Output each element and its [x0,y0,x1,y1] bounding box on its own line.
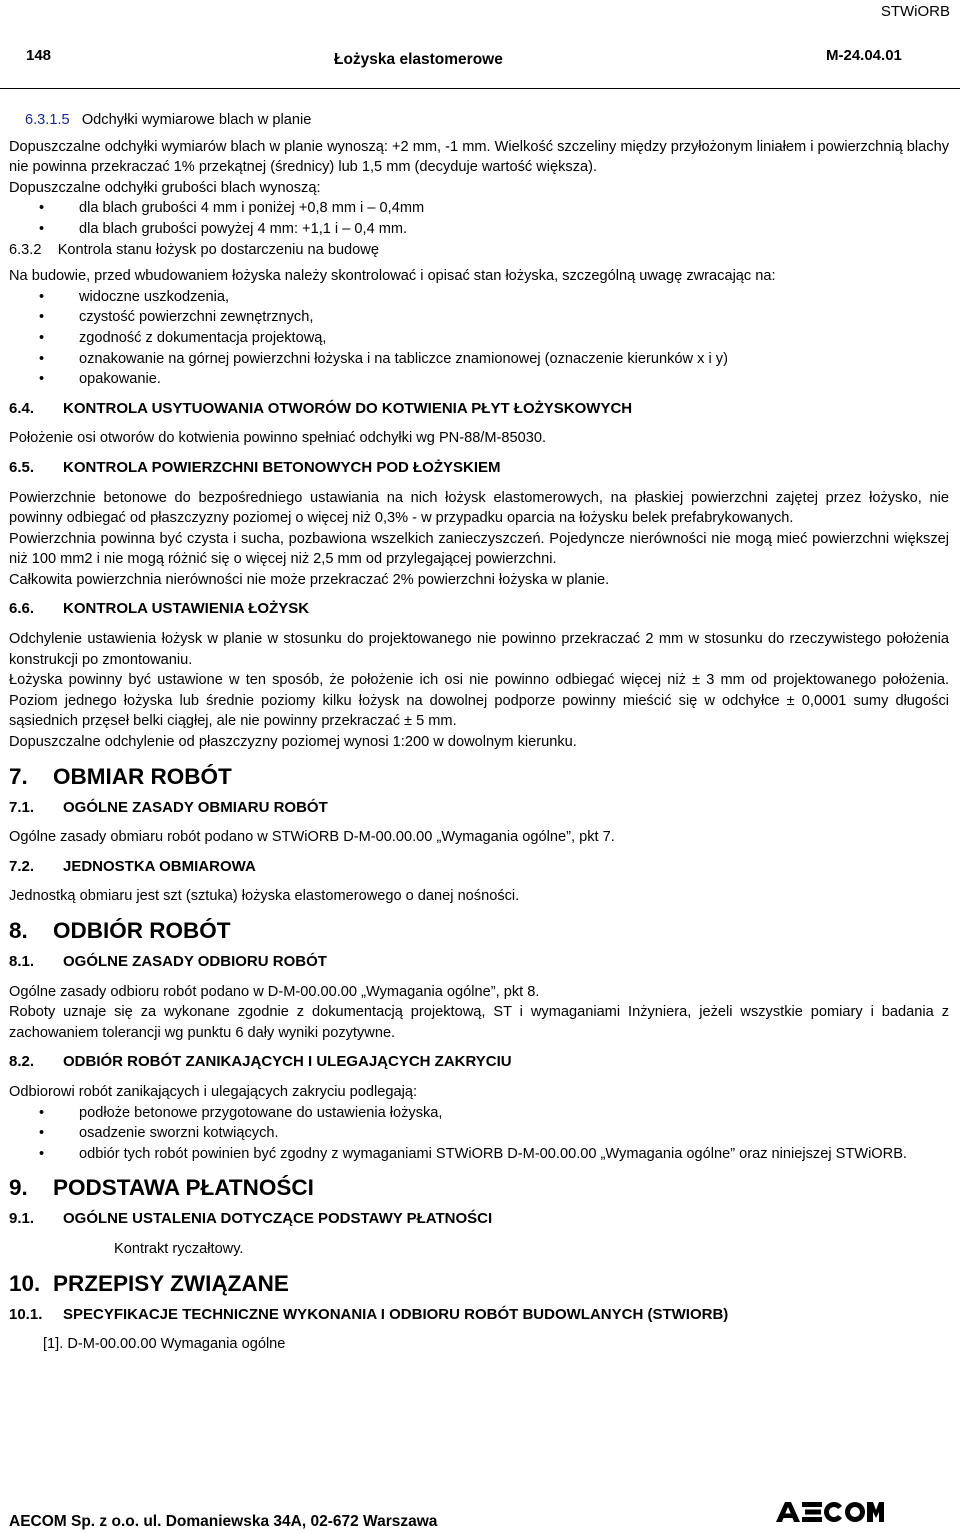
aecom-logo-icon [776,1500,884,1524]
section-title: KONTROLA POWIERZCHNI BETONOWYCH POD ŁOŻYSKIEM [63,458,501,476]
section-number: 6.6. [9,600,35,618]
section-title: SPECYFIKACJE TECHNICZNE WYKONANIA I ODBIORU ROBÓT BUDOWLANYCH (STWIORB) [63,1305,729,1323]
section-6315-heading [9,110,949,131]
header-brand: STWiORB [880,3,950,20]
paragraph: Odbiorowi robót zanikających i ulegających zakryciu podlegają: [9,1083,418,1100]
list-item: • zgodność z dokumentacja projektową, [9,328,949,349]
paragraph: Powierzchnia powinna być czysta i sucha, pozbawiona wszelkich zanieczyszczeń. Pojedyncze nierówności nie mogą mieć powierzchni większej niż 100 mm2 i nie mogą różnić się o więcej niż 2,5 mm od przylegającej powierzchni. [9,530,949,568]
page-number: 148 [26,47,52,64]
section-number: 8.1. [9,953,35,970]
paragraph: Łożyska powinny być ustawione w ten sposób, że położenie ich osi nie powinno odbiegać więcej niż ± 3 mm od projektowanego położenia. Poziom jednego łożyska lub średnie poziomy kilku łożysk na dowolnej podporze powinny mieścić się w odchyłce ± 0,0001 sumy długości sąsiednich przęseł belki ciągłej, ale nie powinny przekraczać ± 5 mm. [9,672,949,730]
paragraph: Dopuszczalne odchyłki wymiarów blach w planie wynoszą: +2 mm, -1 mm. Wielkość szczeliny między przyłożonym liniałem i powierzchnią blachy nie powinna przekraczać 1% przekątnej (średnicy) lub 1,5 mm (decyduje wartość większa). [9,138,949,176]
header-divider [0,88,960,89]
bullet-list [9,198,949,239]
section-title: OGÓLNE ZASADY OBMIARU ROBÓT [63,798,328,816]
chapter-title: PRZEPISY ZWIĄZANE [53,1270,289,1296]
list-item: • odbiór tych robót powinien być zgodny z wymaganiami STWiORB D-M-00.00.00 „Wymagania ogólne” oraz niniejszej STWiORB. [9,1144,949,1165]
list-item: • osadzenie sworzni kotwiących. [9,1123,949,1144]
paragraph: Jednostką obmiaru jest szt (sztuka) łożyska elastomerowego o danej nośności. [9,888,520,905]
chapter-title: ODBIÓR ROBÓT [53,918,231,943]
list-item: • podłoże betonowe przygotowane do ustawienia łożyska, [9,1103,949,1124]
section-66-heading [9,599,949,620]
chapter-number: 8. [9,918,28,943]
list-item: • dla blach grubości 4 mm i poniżej +0,8 mm i – 0,4mm [9,198,949,219]
document-title: Łożyska elastomerowe [334,51,503,68]
paragraph: Na budowie, przed wbudowaniem łożyska należy skontrolować i opisać stan łożyska, szczególną uwagę zwracając na: [9,268,776,285]
section-65-heading [9,458,949,479]
section-title: KONTROLA USTAWIENIA ŁOŻYSK [63,600,310,618]
paragraph: Odchylenie ustawienia łożysk w planie w stosunku do projektowanego nie powinno przekraczać 2 mm w stosunku do rzeczywistego położenia konstrukcji po zmontowaniu. [9,631,949,668]
section-632-heading [9,240,949,261]
paragraph: Dopuszczalne odchylenie od płaszczyzny poziomej wynosi 1:200 w dowolnym kierunku. [9,734,577,751]
chapter-number: 9. [9,1175,28,1201]
section-number: 8.2. [9,1053,35,1071]
section-81-heading [9,952,949,973]
chapter-title: PODSTAWA PŁATNOŚCI [53,1175,314,1201]
section-82-heading [9,1052,949,1073]
section-title: Kontrola stanu łożysk po dostarczeniu na budowę [57,241,379,258]
section-title: ODBIÓR ROBÓT ZANIKAJĄCYCH I ULEGAJĄCYCH ZAKRYCIU [63,1053,512,1071]
section-91-heading [9,1209,949,1230]
list-item: • widoczne uszkodzenia, [9,287,949,308]
bullet-list [9,1103,949,1165]
list-item: • oznakowanie na górnej powierzchni łożyska i na tabliczce znamionowej (oznaczenie kierunków x i y) [9,349,949,370]
section-64-heading [9,399,949,420]
section-number: 6.5. [9,458,35,476]
chapter-title: OBMIAR ROBÓT [53,763,232,789]
chapter-10-heading [9,1269,949,1299]
paragraph: Ogólne zasady odbioru robót podano w D-M-00.00.00 „Wymagania ogólne”, pkt 8. [9,983,540,1000]
section-title: Odchyłki wymiarowe blach w planie [81,112,312,128]
footer-address: AECOM Sp. z o.o. ul. Domaniewska 34A, 02-672 Warszawa [9,1513,438,1530]
paragraph: Całkowita powierzchnia nierówności nie może przekraczać 2% powierzchni łożyska w planie. [9,571,610,588]
paragraph: Dopuszczalne odchyłki grubości blach wynoszą: [9,179,321,196]
list-item: • dla blach grubości powyżej 4 mm: +1,1 i – 0,4 mm. [9,219,949,240]
section-number: 6.3.2 [9,241,42,258]
chapter-number: 7. [9,763,28,789]
chapter-number: 10. [9,1270,41,1296]
list-item: • opakowanie. [9,369,949,390]
section-title: OGÓLNE USTALENIA DOTYCZĄCE PODSTAWY PŁATNOŚCI [63,1210,493,1228]
section-title: KONTROLA USYTUOWANIA OTWORÓW DO KOTWIENIA PŁYT ŁOŻYSKOWYCH [63,399,633,417]
section-number: 10.1. [9,1305,43,1323]
paragraph: Roboty uznaje się za wykonane zgodnie z dokumentacją projektową, ST i wymaganiami Inżyniera, jeżeli wszystkie pomiary i badania z zachowaniem tolerancji wg punktu 6 dały wyniki pozytywne. [9,1004,949,1041]
reference-item: [1]. D-M-00.00.00 Wymagania ogólne [43,1336,286,1353]
document-body [9,110,949,1355]
section-71-heading [9,798,949,819]
paragraph: Powierzchnie betonowe do bezpośredniego ustawiania na nich łożysk elastomerowych, na płaskiej powierzchni zajętej przez łożysko, nie powinny odbiegać od płaszczyzny poziomej o więcej niż 0,3% - w przypadku oparcia na łożysku belek prefabrykowanych. [9,489,949,527]
paragraph: Ogólne zasady obmiaru robót podano w STWiORB D-M-00.00.00 „Wymagania ogólne”, pkt 7. [9,829,615,846]
chapter-8-heading [9,916,949,946]
section-title: JEDNOSTKA OBMIAROWA [63,857,256,875]
aecom-logo [776,1500,884,1531]
section-72-heading [9,857,949,878]
paragraph: Położenie osi otworów do kotwienia powinno spełniać odchyłki wg PN-88/M-85030. [9,430,547,447]
section-number: 9.1. [9,1210,35,1228]
section-title: OGÓLNE ZASADY ODBIORU ROBÓT [63,953,327,970]
document-code: M-24.04.01 [826,47,902,64]
paragraph: Kontrakt ryczałtowy. [114,1240,244,1257]
section-101-heading [9,1305,949,1326]
section-number: 6.4. [9,399,35,417]
list-item: • czystość powierzchni zewnętrznych, [9,307,949,328]
bullet-list [9,287,949,390]
section-number: 7.2. [9,857,35,875]
chapter-7-heading [9,762,949,792]
chapter-9-heading [9,1173,949,1203]
section-number: 6.3.1.5 [25,112,70,128]
section-number: 7.1. [9,798,35,816]
